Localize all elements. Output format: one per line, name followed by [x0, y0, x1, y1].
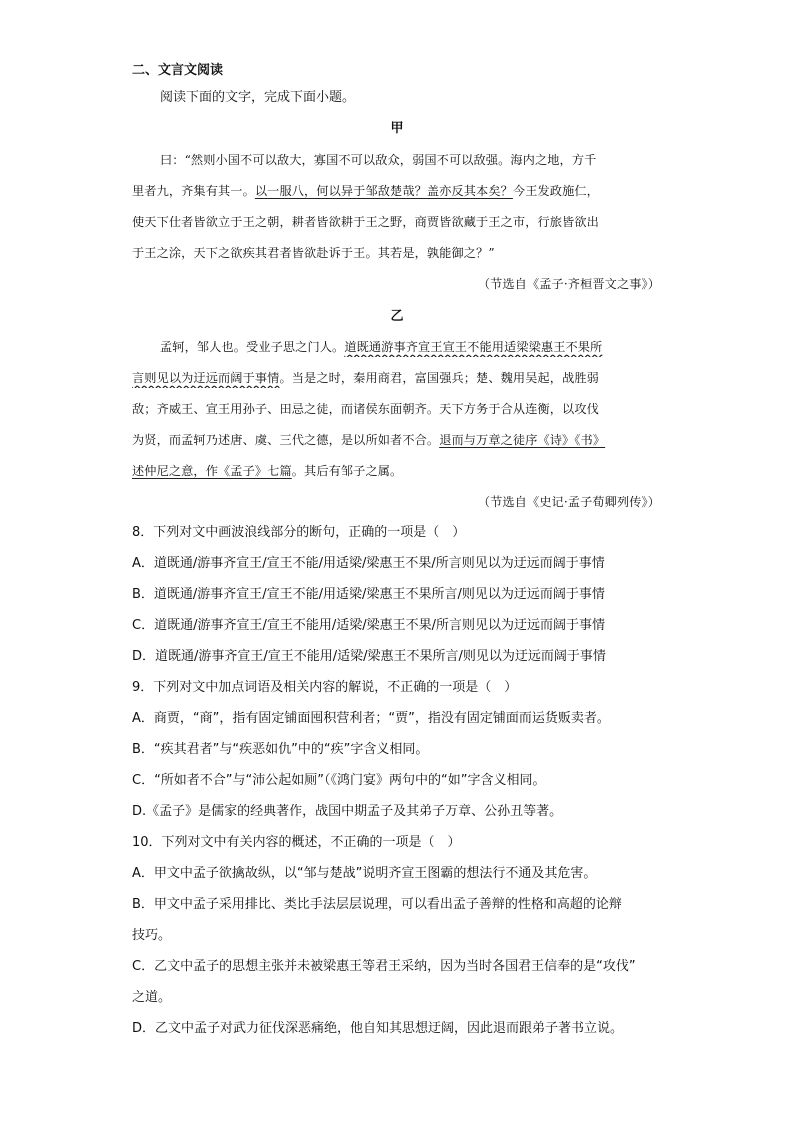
- passage-b-line-3: 敌；齐威王、宣王用孙子、田忌之徒，而诸侯东面朝齐。天下方务于合从连衡，以攻伐: [132, 402, 599, 416]
- passage-a-source: （节选自《孟子·齐桓晋文之事》）: [477, 277, 660, 291]
- question-8-option-b: B．道既通/游事齐宣王/宣王不能/用适梁/梁惠王不果所言/则见以为迂远而阔于事情: [132, 587, 605, 602]
- passage-b-line-2-post: 。当是之时，秦用商君，富国强兵；楚、魏用吴起，战胜弱: [279, 371, 599, 385]
- question-10-option-c-line-2: 之道。: [132, 990, 172, 1005]
- passage-b-wavy-segment-2: 言则见以为迂远而阔于事情: [132, 371, 280, 385]
- question-10-option-b-line-2: 技巧。: [132, 928, 172, 943]
- question-9-option-a: A．商贾，“商”，指有固定铺面囤积营利者；“贾”，指没有固定铺面而运货贩卖者。: [132, 711, 610, 726]
- passage-b-line-2: [132, 368, 662, 388]
- passage-b-label: 乙: [390, 309, 404, 324]
- passage-a-line-3: 使天下仕者皆欲立于王之朝，耕者皆欲耕于王之野，商贾皆欲藏于王之市，行旅皆欲出: [132, 215, 599, 229]
- passage-a-line-4: 于王之涂，天下之欲疾其君者皆欲赴诉于王。其若是，孰能御之？”: [132, 246, 495, 260]
- passage-a-label: 甲: [390, 121, 404, 136]
- question-9-option-d: D.《孟子》是儒家的经典著作，战国中期孟子及其弟子万章、公孙丑等著。: [132, 804, 563, 819]
- passage-a-line-1: 曰：“然则小国不可以敌大，寡国不可以敌众，弱国不可以敌强。海内之地，方千: [160, 153, 597, 167]
- passage-a-line-2-pre: 里者九，齐集有其一。: [132, 184, 255, 198]
- question-8-option-a: A．道既通/游事齐宣王/宣王不能/用适梁/梁惠王不果/所言则见以为迂远而阔于事情: [132, 556, 605, 571]
- question-10-option-a: A．甲文中孟子欲擒故纵，以“邹与楚战”说明齐宣王图霸的想法行不通及其危害。: [132, 866, 597, 881]
- passage-b-wavy-segment-1: 道既通游事齐宣王宣王不能用适梁梁惠王不果所: [344, 340, 603, 354]
- question-9-option-b: B．“疾其君者”与“疾恶如仇”中的“疾”字含义相同。: [132, 742, 429, 757]
- question-8-option-c: C．道既通/游事齐宣王/宣王不能用/适梁/梁惠王不果/所言则见以为迂远而阔于事情: [132, 618, 605, 633]
- passage-b-line-4: [132, 430, 662, 450]
- passage-b-line-5: [132, 461, 662, 481]
- passage-b-line-5-post: 。其后有邹子之属。: [291, 464, 403, 478]
- passage-b-source: （节选自《史记·孟子荀卿列传》）: [477, 495, 660, 509]
- passage-b-line-1: [160, 337, 662, 357]
- question-8-option-d: D．道既通/游事齐宣王/宣王不能用/适梁/梁惠王不果所言/则见以为迂远而阔于事情: [132, 649, 606, 664]
- passage-b-line-1-pre: 孟轲，邹人也。受业子思之门人。: [160, 340, 345, 354]
- passage-a-underlined-sentence: 以一服八，何以异于邹敌楚哉？盖亦反其本矣？: [254, 184, 513, 198]
- passage-b-underlined-segment-2: 述仲尼之意，作《孟子》七篇: [132, 464, 292, 478]
- question-8-stem: 8．下列对文中画波浪线部分的断句，正确的一项是（ ）: [132, 525, 466, 540]
- question-9-option-c: C．“所如者不合”与“沛公起如厕”（《鸿门宴》两句中的“如”字含义相同。: [132, 773, 546, 788]
- question-10-option-c-line-1: C．乙文中孟子的思想主张并未被梁惠王等君王采纳，因为当时各国君王信奉的是“攻伐”: [132, 959, 636, 974]
- question-10-option-d: D．乙文中孟子对武力征伐深恶痛绝，他自知其思想迂阔，因此退而跟弟子著书立说。: [132, 1021, 624, 1036]
- section-heading: 二、文言文阅读: [132, 63, 224, 78]
- passage-b-line-4-pre: 为贤，而孟轲乃述唐、虞、三代之德，是以所如者不合。: [132, 433, 440, 447]
- question-9-stem: 9．下列对文中加点词语及相关内容的解说，不正确的一项是（ ）: [132, 680, 518, 695]
- question-10-stem: 10．下列对文中有关内容的概述，不正确的一项是（ ）: [132, 835, 461, 850]
- question-10-option-b-line-1: B．甲文中孟子采用排比、类比手法层层说理，可以看出孟子善辩的性格和高超的论辩: [132, 897, 622, 912]
- passage-b-underlined-segment-1: 退而与万章之徒序《诗》《书》: [439, 433, 606, 447]
- passage-a-line-2: [132, 181, 662, 201]
- passage-a-line-2-post: 今王发政施仁，: [512, 184, 599, 198]
- section-instruction: 阅读下面的文字，完成下面小题。: [160, 90, 356, 105]
